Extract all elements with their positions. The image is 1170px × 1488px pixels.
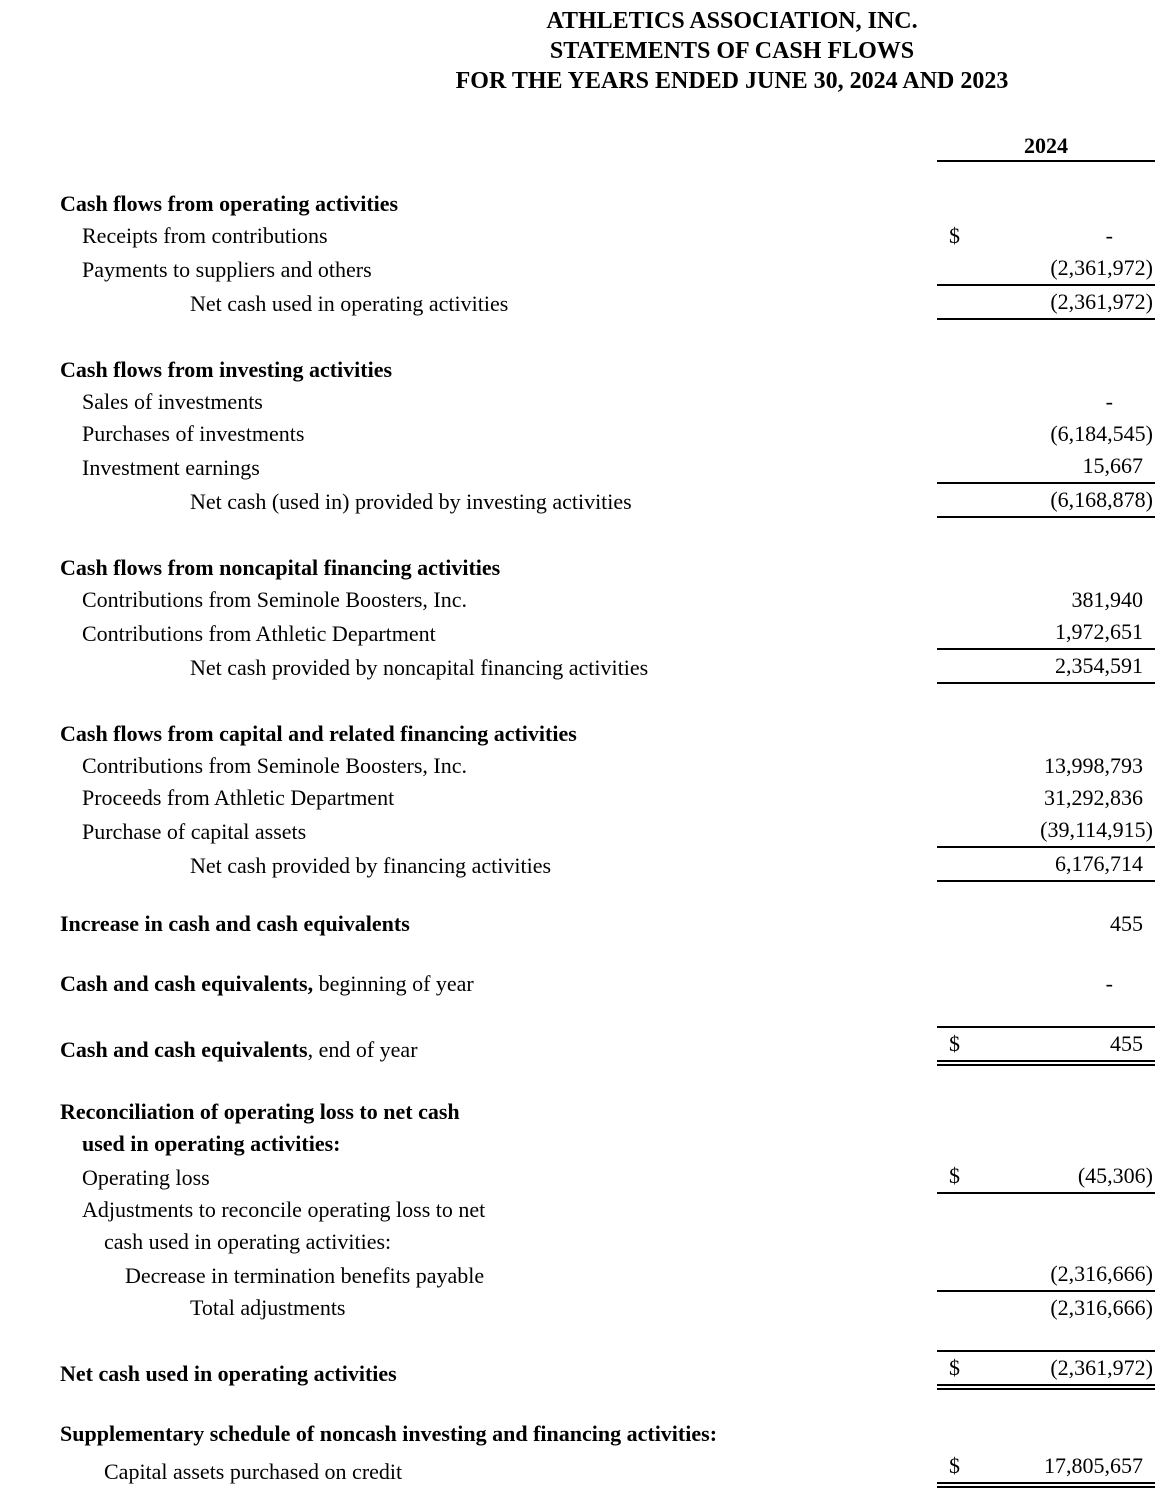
row-label: Contributions from Seminole Boosters, Inc. bbox=[82, 587, 467, 612]
row-label: Contributions from Athletic Department bbox=[82, 621, 436, 646]
statement-row bbox=[0, 220, 1170, 252]
amount-value: 17,805,657 bbox=[1044, 1453, 1143, 1478]
amount-value: (2,316,666) bbox=[1050, 1261, 1153, 1286]
section-header-row bbox=[0, 718, 1170, 750]
statement-row bbox=[0, 584, 1170, 616]
reconciliation-header-line1: Reconciliation of operating loss to net cash bbox=[60, 1099, 460, 1124]
row-label: Contributions from Seminole Boosters, Inc. bbox=[82, 753, 467, 778]
row-label: Receipts from contributions bbox=[82, 223, 328, 248]
amount-cell bbox=[937, 1292, 1155, 1324]
amount-value: 455 bbox=[1110, 1031, 1143, 1056]
amount-cell bbox=[937, 616, 1155, 650]
amount-cell bbox=[937, 1350, 1155, 1390]
amount-cell bbox=[937, 450, 1155, 484]
row-label: Payments to suppliers and others bbox=[82, 257, 372, 282]
section-header-investing: Cash flows from investing activities bbox=[60, 357, 393, 382]
amount-value: 455 bbox=[1110, 911, 1143, 936]
statement-row bbox=[0, 1258, 1170, 1292]
statement-title: STATEMENTS OF CASH FLOWS bbox=[549, 38, 915, 64]
row-label: Proceeds from Athletic Department bbox=[82, 785, 395, 810]
amount-value: 1,972,651 bbox=[1055, 619, 1143, 644]
amount-cell bbox=[937, 252, 1155, 286]
row-label bbox=[0, 1034, 937, 1066]
company-name: ATHLETICS ASSOCIATION, INC. bbox=[546, 8, 918, 34]
statement-row bbox=[0, 252, 1170, 286]
year-column-header: 2024 bbox=[937, 132, 1155, 162]
row-label: Adjustments to reconcile operating loss to net bbox=[82, 1197, 486, 1222]
statement-row bbox=[0, 782, 1170, 814]
statement-row bbox=[0, 386, 1170, 418]
amount-value: (2,361,972) bbox=[1050, 255, 1153, 280]
row-label-rest: beginning of year bbox=[313, 971, 474, 996]
beginning-of-year-row bbox=[0, 968, 1170, 1000]
amount-value: (2,361,972) bbox=[1050, 1355, 1153, 1380]
row-label: cash used in operating activities: bbox=[104, 1229, 392, 1254]
amount-cell bbox=[937, 1450, 1155, 1488]
amount-cell bbox=[937, 1026, 1155, 1066]
subtotal-row bbox=[0, 1292, 1170, 1324]
row-label: Investment earnings bbox=[82, 455, 260, 480]
statement-row bbox=[0, 450, 1170, 484]
row-label: Total adjustments bbox=[190, 1295, 346, 1320]
statement-row bbox=[0, 616, 1170, 650]
amount-cell bbox=[937, 968, 1155, 1000]
section-header-row bbox=[0, 552, 1170, 584]
currency-symbol: $ bbox=[949, 1031, 960, 1056]
amount-value: 31,292,836 bbox=[1044, 785, 1143, 810]
amount-cell bbox=[937, 220, 1155, 252]
supplementary-row bbox=[0, 1450, 1170, 1488]
row-label: Net cash provided by financing activities bbox=[190, 853, 552, 878]
amount-value: (6,184,545) bbox=[1050, 421, 1153, 446]
currency-symbol: $ bbox=[949, 1453, 960, 1478]
statement-row bbox=[0, 814, 1170, 848]
row-label: Net cash used in operating activities bbox=[60, 1361, 397, 1386]
amount-value: 13,998,793 bbox=[1044, 753, 1143, 778]
supplementary-header-row bbox=[0, 1418, 1170, 1450]
supplementary-header: Supplementary schedule of noncash investing and financing activities: bbox=[60, 1421, 718, 1446]
section-header-row bbox=[0, 354, 1170, 386]
amount-cell bbox=[937, 1160, 1155, 1194]
amount-value: (45,306) bbox=[1077, 1163, 1153, 1188]
currency-symbol: $ bbox=[949, 223, 960, 248]
row-label: Decrease in termination benefits payable bbox=[125, 1263, 485, 1288]
column-header-row bbox=[0, 132, 1170, 162]
increase-row bbox=[0, 908, 1170, 940]
amount-cell bbox=[937, 750, 1155, 782]
amount-value: (39,114,915) bbox=[1040, 817, 1153, 842]
subtotal-row bbox=[0, 848, 1170, 882]
row-label: Net cash used in operating activities bbox=[190, 291, 509, 316]
amount-value: - bbox=[1105, 223, 1113, 248]
row-label: Operating loss bbox=[82, 1165, 210, 1190]
amount-value: 15,667 bbox=[1082, 453, 1143, 478]
row-label-bold: Cash and cash equivalents, bbox=[60, 971, 314, 996]
reconciliation-header-row2 bbox=[0, 1128, 1170, 1160]
row-label: Net cash provided by noncapital financing activities bbox=[190, 655, 649, 680]
subtotal-row bbox=[0, 286, 1170, 320]
amount-value: - bbox=[1105, 971, 1113, 996]
amount-cell bbox=[937, 814, 1155, 848]
currency-symbol: $ bbox=[949, 1355, 960, 1380]
section-header-row bbox=[0, 188, 1170, 220]
amount-cell bbox=[937, 484, 1155, 518]
row-label bbox=[0, 968, 937, 1000]
amount-value: (2,361,972) bbox=[1050, 289, 1153, 314]
amount-cell bbox=[937, 286, 1155, 320]
reconciliation-header-line2: used in operating activities: bbox=[82, 1131, 341, 1156]
section-header-operating: Cash flows from operating activities bbox=[60, 191, 399, 216]
period-title: FOR THE YEARS ENDED JUNE 30, 2024 AND 2023 bbox=[455, 68, 1009, 94]
amount-value: 381,940 bbox=[1071, 587, 1143, 612]
amount-cell bbox=[937, 1258, 1155, 1292]
amount-value: (6,168,878) bbox=[1050, 487, 1153, 512]
amount-value: - bbox=[1105, 389, 1113, 414]
amount-value: 6,176,714 bbox=[1055, 851, 1143, 876]
amount-cell bbox=[937, 650, 1155, 684]
subtotal-row bbox=[0, 650, 1170, 684]
amount-value: (2,316,666) bbox=[1050, 1295, 1153, 1320]
amount-cell bbox=[937, 418, 1155, 450]
row-label: Sales of investments bbox=[82, 389, 263, 414]
statement-row bbox=[0, 750, 1170, 782]
document-title-block bbox=[294, 0, 1170, 96]
subtotal-row bbox=[0, 484, 1170, 518]
row-label: Capital assets purchased on credit bbox=[104, 1459, 403, 1484]
end-of-year-row bbox=[0, 1026, 1170, 1066]
row-label: Purchase of capital assets bbox=[82, 819, 307, 844]
currency-symbol: $ bbox=[949, 1163, 960, 1188]
row-label-rest: , end of year bbox=[307, 1037, 418, 1062]
statement-row bbox=[0, 1226, 1170, 1258]
section-header-noncapital: Cash flows from noncapital financing activities bbox=[60, 555, 501, 580]
amount-cell bbox=[937, 584, 1155, 616]
amount-cell bbox=[937, 848, 1155, 882]
statement-row bbox=[0, 418, 1170, 450]
statement-row bbox=[0, 1194, 1170, 1226]
row-label: Increase in cash and cash equivalents bbox=[60, 911, 410, 936]
row-label: Purchases of investments bbox=[82, 421, 305, 446]
amount-cell bbox=[937, 386, 1155, 418]
reconciliation-header-row bbox=[0, 1096, 1170, 1128]
amount-cell bbox=[937, 908, 1155, 940]
amount-value: 2,354,591 bbox=[1055, 653, 1143, 678]
row-label-bold: Cash and cash equivalents bbox=[60, 1037, 308, 1062]
row-label: Net cash (used in) provided by investing activities bbox=[190, 489, 632, 514]
section-header-capital: Cash flows from capital and related financing activities bbox=[60, 721, 577, 746]
amount-cell bbox=[937, 782, 1155, 814]
net-cash-total-row bbox=[0, 1350, 1170, 1390]
statement-row bbox=[0, 1160, 1170, 1194]
